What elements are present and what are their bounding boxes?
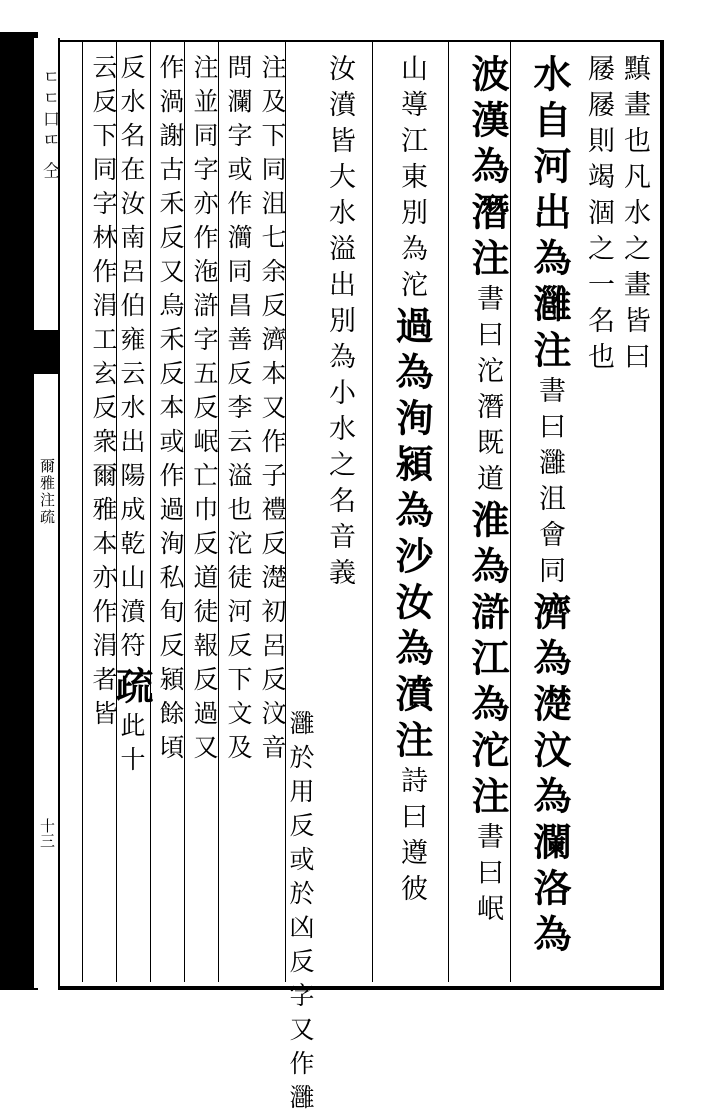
fold-title: 爾雅注疏 [38,458,56,526]
binding-edge [0,32,38,990]
text-column [305,54,353,594]
main-text: 濟為濋汶為瀾洛為 [527,592,572,960]
fold-glyphs: ㄷㄷ口ㄸ 仝 [39,68,59,183]
column-rule [82,42,83,982]
commentary-text: 灉於用反或於凶反字又作灉 [286,710,315,1118]
commentary-text: 者皆 [89,666,118,734]
column-rule [510,42,511,982]
text-column [286,710,315,1118]
commentary-text: 㞜㞜則竭涸之一名也 [583,54,614,378]
commentary-text: 書曰沱潛既道 [472,284,503,500]
commentary-text: 黰畫也凡水之畫皆曰 [619,54,650,378]
page-number: 十三 [38,818,56,848]
main-text: 過為洵潁為沙汝為濆注 [389,306,434,766]
commentary-text: 汝濆皆大水溢出別為小水之名音義 [324,54,355,594]
commentary-text: 山導江東別為沱 [396,54,427,306]
column-rule [150,42,151,982]
commentary-text: 書曰灉沮會同 [534,376,565,592]
main-text: 淮為滸江為沱注 [465,500,510,822]
commentary-text: 作渦謝古禾反又烏禾反本或作過洵私旬反潁餘頃 [156,54,185,768]
commentary-text: 詩曰遵彼 [396,766,427,910]
fold-black-mark [34,330,58,374]
text-column [255,54,285,768]
text-column [221,54,251,768]
main-text: 水自河出為灉注 [527,54,572,376]
text-column [86,54,116,734]
text-column [382,54,434,910]
text-column [153,54,183,768]
column-rule [372,42,373,982]
commentary-text: 反水名在汝南呂伯雍云水出陽成乾山濆符 [117,54,146,666]
text-column [187,54,217,768]
text-column [614,54,648,378]
commentary-text: 此十 [117,712,146,780]
commentary-text: 問瀾字或作㶕同昌善反李云溢也沱徒河反下文及 [224,54,253,768]
commentary-text: 注並同字亦作沲滸字五反岷亡巾反道徒報反過又 [190,54,219,768]
commentary-text: 云反下同字林作涓工玄反衆爾雅本亦作涓 [89,54,118,666]
fold-strip [34,38,60,988]
main-text: 疏 [109,666,154,712]
commentary-text: 注及下同沮七余反濟本又作子禮反濋初呂反汶音 [258,54,287,768]
column-rule [448,42,449,982]
text-column [109,54,154,780]
main-text: 波漢為潛注 [465,54,510,284]
text-column [520,54,572,960]
text-column [578,54,612,378]
text-column [458,54,510,930]
commentary-text: 書曰岷 [472,822,503,930]
